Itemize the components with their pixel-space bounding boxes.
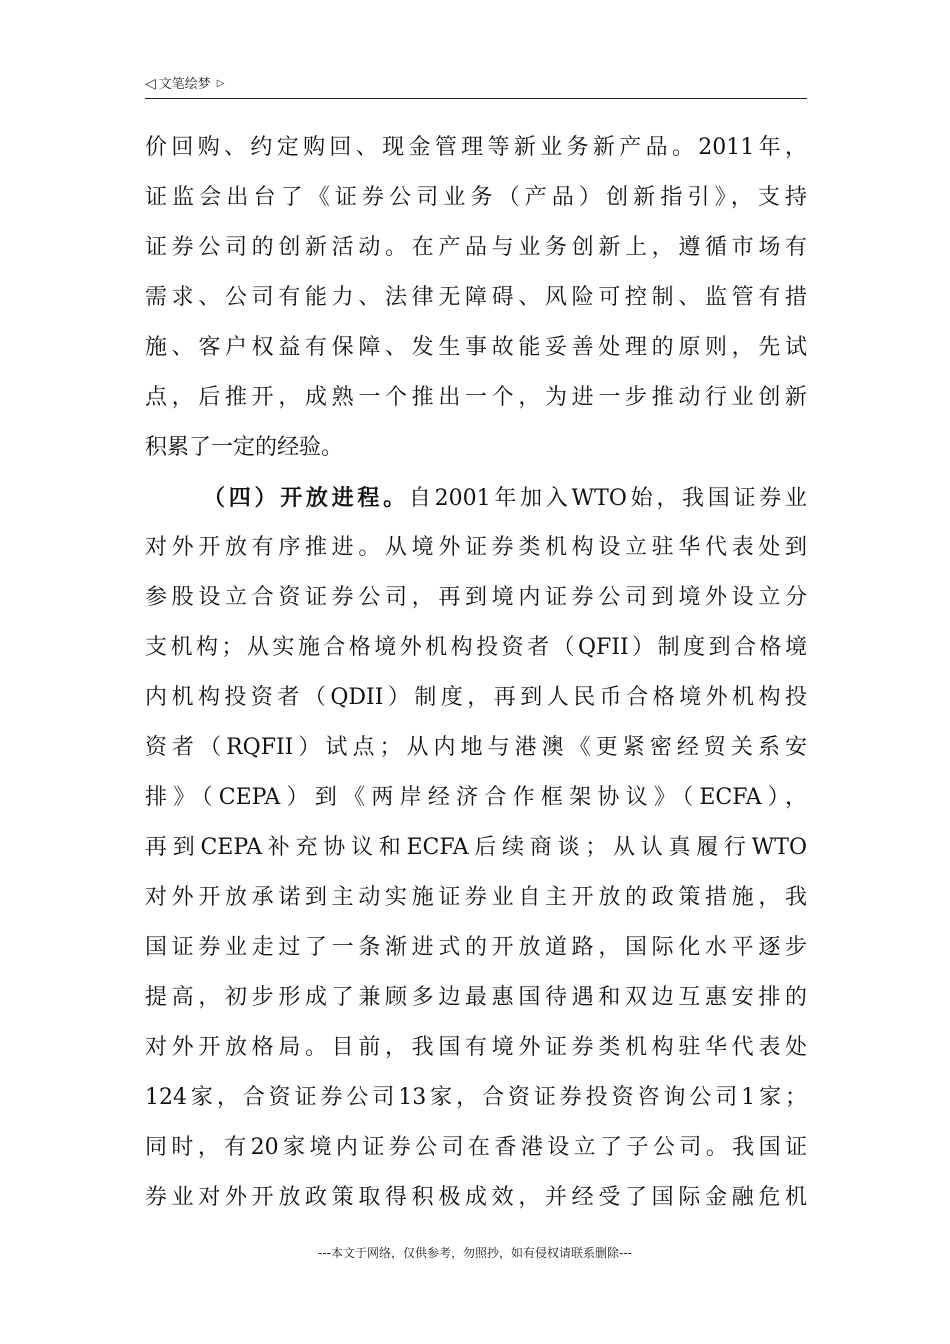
text-line: 资者（RQFII）试点；从内地与港澳《更紧密经贸关系安 [145, 735, 807, 760]
text-line: 支机构；从实施合格境外机构投资者（QFII）制度到合格境 [145, 635, 807, 660]
triangle-right-icon: ▷ [216, 78, 225, 89]
header-title: 文笔绘梦 [158, 77, 211, 92]
text-line: 证券公司的创新活动。在产品与业务创新上，遵循市场有 [145, 235, 807, 260]
text-line: 券业对外开放政策取得积极成效，并经受了国际金融危机 [145, 1185, 807, 1210]
page-header [145, 72, 807, 99]
text-line: 对外开放承诺到主动实施证券业自主开放的政策措施，我 [145, 885, 807, 910]
text-line: 参股设立合资证券公司，再到境内证券公司到境外设立分 [145, 585, 807, 610]
text-line: 再到CEPA补充协议和ECFA后续商谈；从认真履行WTO [145, 835, 807, 860]
text-line: 价回购、约定购回、现金管理等新业务新产品。2011年， [145, 135, 807, 160]
section-first-line [145, 473, 807, 523]
text-line: 对外开放有序推进。从境外证券类机构设立驻华代表处到 [145, 535, 807, 560]
page-footer: ---本文于网络，仅供参考，勿照抄，如有侵权请联系删除--- [318, 1246, 632, 1260]
document-body [145, 123, 807, 1223]
text-line: 证监会出台了《证券公司业务（产品）创新指引》，支持 [145, 185, 807, 210]
text-line: 点，后推开，成熟一个推出一个，为进一步推动行业创新 [145, 385, 807, 410]
text-line: 对外开放格局。目前，我国有境外证券类机构驻华代表处 [145, 1035, 807, 1060]
section-first-line-text: 自2001年加入WTO始，我国证券业 [408, 486, 807, 511]
text-line: 提高，初步形成了兼顾多边最惠国待遇和双边互惠安排的 [145, 985, 807, 1010]
text-line: 排》（CEPA）到《两岸经济合作框架协议》（ECFA）， [145, 785, 807, 810]
text-line: 积累了一定的经验。 [145, 435, 344, 460]
section-heading: （四）开放进程。 [203, 485, 409, 511]
text-line: 124家，合资证券公司13家，合资证券投资咨询公司1家； [145, 1085, 807, 1110]
text-line: 同时，有20家境内证券公司在香港设立了子公司。我国证 [145, 1135, 807, 1160]
text-line: 施、客户权益有保障、发生事故能妥善处理的原则，先试 [145, 335, 807, 360]
text-line: 国证券业走过了一条渐进式的开放道路，国际化水平逐步 [145, 935, 807, 960]
text-line: 内机构投资者（QDII）制度，再到人民币合格境外机构投 [145, 685, 807, 710]
triangle-left-icon: ◁ [145, 76, 156, 92]
text-line: 需求、公司有能力、法律无障碍、风险可控制、监管有措 [145, 285, 807, 310]
